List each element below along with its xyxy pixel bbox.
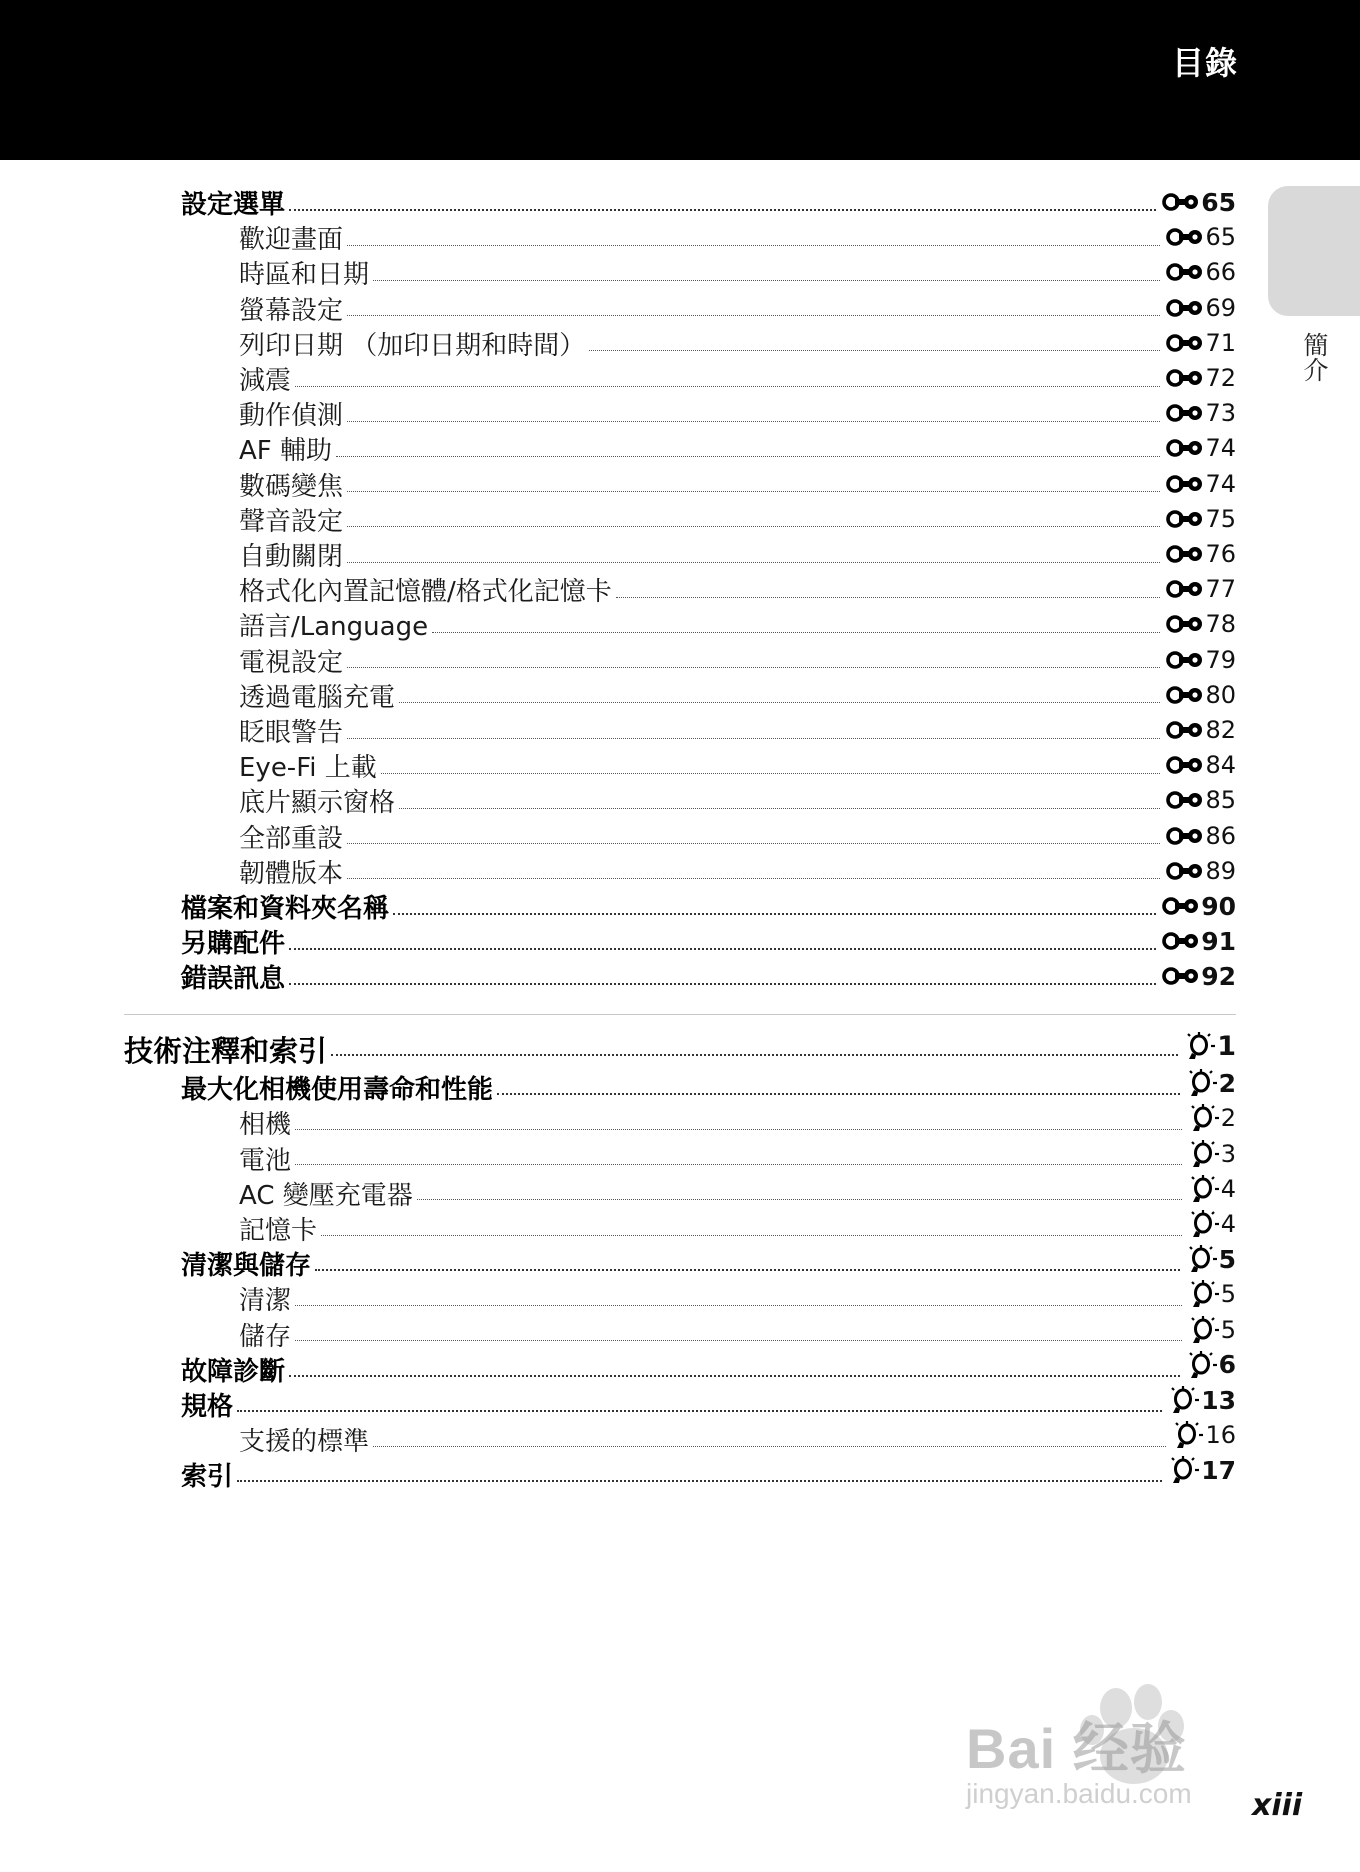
dot-leader bbox=[589, 350, 1160, 351]
toc-entry[interactable] bbox=[239, 818, 1236, 852]
toc-entry-page[interactable] bbox=[1166, 505, 1236, 533]
toc-entry-page[interactable] bbox=[1166, 470, 1236, 498]
toc-entry-page[interactable] bbox=[1166, 399, 1236, 427]
toc-page-number: 91 bbox=[1201, 926, 1236, 956]
lightbulb-reference-icon bbox=[1188, 1315, 1220, 1345]
toc-entry-page[interactable] bbox=[1162, 927, 1236, 956]
toc-entry-page[interactable] bbox=[1186, 1350, 1236, 1380]
e-reference-icon bbox=[1166, 649, 1204, 671]
toc-page-number: 13 bbox=[1201, 1385, 1236, 1415]
toc-entry-page[interactable] bbox=[1188, 1315, 1236, 1345]
dot-leader bbox=[289, 948, 1156, 950]
toc-entry-label: 清潔與儲存 bbox=[181, 1251, 312, 1282]
toc-entry-label: 技術注釋和索引 bbox=[124, 1034, 328, 1068]
e-reference-icon bbox=[1166, 261, 1204, 283]
toc-entry-page[interactable] bbox=[1166, 610, 1236, 638]
toc-page-number: 16 bbox=[1205, 1421, 1236, 1450]
dot-leader bbox=[347, 843, 1160, 844]
page-header bbox=[0, 0, 1360, 160]
toc-entry-page[interactable] bbox=[1166, 681, 1236, 709]
e-reference-icon bbox=[1166, 613, 1204, 635]
toc-entry-page[interactable] bbox=[1166, 434, 1236, 462]
toc-entry[interactable] bbox=[239, 290, 1236, 324]
toc-entry-label: 另購配件 bbox=[181, 929, 286, 960]
toc-entry-label: 螢幕設定 bbox=[239, 295, 344, 326]
toc-page-number: 1 bbox=[1217, 1030, 1236, 1062]
dot-leader bbox=[616, 597, 1161, 598]
lightbulb-reference-icon bbox=[1172, 1420, 1204, 1450]
toc-entry-label: 設定選單 bbox=[181, 190, 286, 220]
toc-entry-label: AF 輔助 bbox=[239, 436, 333, 467]
toc-page-number: 6 bbox=[1218, 1350, 1236, 1380]
lightbulb-reference-icon bbox=[1186, 1244, 1218, 1274]
dot-leader bbox=[295, 1340, 1182, 1341]
dot-leader bbox=[336, 456, 1160, 457]
toc-entry[interactable] bbox=[239, 642, 1236, 676]
toc-entry-page[interactable] bbox=[1188, 1209, 1236, 1239]
toc-entry-page[interactable] bbox=[1166, 364, 1236, 392]
toc-entry-page[interactable] bbox=[1166, 822, 1236, 850]
toc-entry[interactable] bbox=[239, 677, 1236, 711]
toc-page-number: 82 bbox=[1205, 716, 1236, 744]
toc-entry[interactable] bbox=[239, 1103, 1236, 1141]
page-number: xiii bbox=[1252, 1788, 1303, 1823]
toc-entry-page[interactable] bbox=[1166, 575, 1236, 603]
toc-entry[interactable] bbox=[239, 325, 1236, 359]
toc-entry-page[interactable] bbox=[1166, 258, 1236, 286]
dot-leader bbox=[347, 491, 1160, 492]
toc-entry[interactable] bbox=[239, 1279, 1236, 1317]
toc-page-number: 5 bbox=[1220, 1315, 1236, 1344]
toc-entry[interactable] bbox=[239, 747, 1236, 784]
toc-entry-page[interactable] bbox=[1166, 646, 1236, 674]
toc-page-number: 5 bbox=[1218, 1244, 1236, 1274]
toc-entry-label: 錯誤訊息 bbox=[181, 964, 286, 995]
e-reference-icon bbox=[1166, 402, 1204, 424]
toc-page-number: 5 bbox=[1220, 1280, 1236, 1309]
toc-entry[interactable] bbox=[181, 1244, 1236, 1282]
e-reference-icon bbox=[1166, 437, 1204, 459]
toc-page-number: 2 bbox=[1218, 1068, 1236, 1098]
toc-entry-page[interactable] bbox=[1166, 540, 1236, 568]
toc-entry[interactable] bbox=[239, 1315, 1236, 1352]
e-reference-icon bbox=[1166, 578, 1204, 600]
toc-page-number: 77 bbox=[1205, 575, 1236, 604]
toc-entry-label: 歡迎畫面 bbox=[239, 225, 344, 256]
toc-entry[interactable] bbox=[181, 888, 1236, 922]
e-reference-icon bbox=[1166, 297, 1204, 319]
toc-entry[interactable] bbox=[239, 606, 1236, 643]
toc-page-number: 84 bbox=[1205, 751, 1236, 780]
dot-leader bbox=[381, 773, 1161, 774]
toc-page-number: 69 bbox=[1205, 293, 1236, 322]
lightbulb-reference-icon bbox=[1168, 1385, 1200, 1415]
toc-entry[interactable] bbox=[181, 1455, 1236, 1493]
dot-leader bbox=[347, 315, 1160, 316]
toc-entry[interactable] bbox=[239, 1174, 1236, 1211]
toc-entry[interactable] bbox=[239, 219, 1236, 256]
section-divider bbox=[124, 1014, 1236, 1015]
toc-entry-page[interactable] bbox=[1188, 1174, 1236, 1204]
toc-page-number: 90 bbox=[1201, 891, 1236, 921]
toc-page-number: 74 bbox=[1205, 434, 1236, 463]
e-reference-icon bbox=[1166, 367, 1204, 389]
toc-page-number: 86 bbox=[1205, 821, 1236, 850]
toc-entry-label: 儲存 bbox=[239, 1321, 292, 1352]
toc-page-number: 2 bbox=[1220, 1104, 1236, 1133]
lightbulb-reference-icon bbox=[1188, 1209, 1220, 1239]
dot-leader bbox=[347, 878, 1160, 879]
dot-leader bbox=[347, 738, 1160, 739]
dot-leader bbox=[347, 526, 1160, 527]
dot-leader bbox=[289, 1375, 1180, 1377]
toc-entry-label: 最大化相機使用壽命和性能 bbox=[181, 1075, 494, 1106]
toc-entry-label: 規格 bbox=[181, 1392, 234, 1422]
dot-leader bbox=[289, 209, 1156, 211]
toc-entry-label: 眨眼警告 bbox=[239, 718, 344, 748]
page-title: 目錄 bbox=[1171, 44, 1238, 82]
toc-page-number: 4 bbox=[1220, 1210, 1236, 1238]
toc-entry-page[interactable] bbox=[1166, 294, 1236, 322]
toc-page-number: 4 bbox=[1220, 1174, 1236, 1203]
toc-entry-label: 格式化內置記憶體/格式化記憶卡 bbox=[239, 577, 612, 608]
e-reference-icon bbox=[1166, 473, 1204, 495]
dot-leader bbox=[347, 667, 1160, 668]
e-reference-icon bbox=[1166, 684, 1204, 706]
dot-leader bbox=[399, 808, 1160, 809]
toc-page-number: 17 bbox=[1201, 1455, 1236, 1485]
dot-leader bbox=[347, 421, 1160, 422]
toc-page-number: 78 bbox=[1205, 610, 1236, 639]
e-reference-icon bbox=[1166, 332, 1204, 354]
dot-leader bbox=[295, 1164, 1182, 1165]
e-reference-icon bbox=[1166, 860, 1204, 882]
dot-leader bbox=[295, 1305, 1182, 1306]
toc-entry-label: 透過電腦充電 bbox=[239, 682, 396, 713]
dot-leader bbox=[315, 1269, 1180, 1271]
toc-entry-label: 電池 bbox=[239, 1145, 292, 1176]
e-reference-icon bbox=[1166, 789, 1204, 811]
dot-leader bbox=[373, 1446, 1166, 1447]
e-reference-icon bbox=[1162, 191, 1200, 213]
toc-entry[interactable] bbox=[239, 782, 1236, 819]
dot-leader bbox=[289, 983, 1156, 985]
toc-entry-label: 時區和日期 bbox=[239, 260, 370, 291]
toc-entry-page[interactable] bbox=[1184, 1031, 1236, 1062]
dot-leader bbox=[331, 1054, 1178, 1056]
e-reference-icon bbox=[1166, 754, 1204, 776]
toc-entry[interactable] bbox=[181, 1068, 1236, 1106]
toc-entry-page[interactable] bbox=[1166, 329, 1236, 357]
toc-entry[interactable] bbox=[239, 430, 1236, 467]
toc-entry[interactable] bbox=[239, 395, 1236, 432]
toc-entry-label: 索引 bbox=[181, 1462, 234, 1493]
toc-entry-label: 故障診斷 bbox=[181, 1356, 286, 1387]
e-reference-icon bbox=[1166, 719, 1204, 741]
toc-entry-label: 列印日期 （加印日期和時間） bbox=[239, 330, 586, 361]
toc-entry[interactable] bbox=[181, 184, 1236, 218]
toc-entry[interactable] bbox=[124, 1029, 1236, 1068]
dot-leader bbox=[237, 1410, 1162, 1412]
toc-page-number: 74 bbox=[1205, 469, 1236, 498]
toc-entry-label: 清潔 bbox=[239, 1286, 292, 1317]
toc-page-number: 76 bbox=[1205, 540, 1236, 568]
toc-entry-label: 底片顯示窗格 bbox=[239, 788, 396, 819]
e-reference-icon bbox=[1162, 895, 1200, 917]
lightbulb-reference-icon bbox=[1188, 1139, 1220, 1169]
toc-page-number: 72 bbox=[1205, 364, 1236, 392]
dot-leader bbox=[321, 1235, 1182, 1236]
toc-entry[interactable] bbox=[239, 536, 1236, 570]
e-reference-icon bbox=[1166, 226, 1204, 248]
dot-leader bbox=[347, 562, 1160, 563]
toc-page-number: 65 bbox=[1205, 223, 1236, 252]
toc-page-number: 66 bbox=[1205, 258, 1236, 287]
toc-entry-label: 記憶卡 bbox=[239, 1216, 318, 1246]
toc-page-number: 71 bbox=[1205, 328, 1236, 357]
dot-leader bbox=[347, 245, 1160, 246]
toc-page-number: 73 bbox=[1205, 399, 1236, 428]
e-reference-icon bbox=[1166, 543, 1204, 565]
toc-entry-label: 檔案和資料夾名稱 bbox=[181, 894, 390, 924]
toc-entry-label: 語言/Language bbox=[239, 612, 429, 643]
e-reference-icon bbox=[1166, 825, 1204, 847]
lightbulb-reference-icon bbox=[1168, 1455, 1200, 1485]
toc-entry[interactable] bbox=[239, 254, 1236, 291]
toc-page-number: 92 bbox=[1201, 961, 1236, 991]
toc-entry-page[interactable] bbox=[1168, 1455, 1236, 1485]
watermark-url: jingyan.baidu.com bbox=[966, 1778, 1192, 1809]
toc-entry[interactable] bbox=[239, 571, 1236, 608]
lightbulb-reference-icon bbox=[1186, 1350, 1218, 1380]
dot-leader bbox=[497, 1093, 1180, 1095]
toc-entry-page[interactable] bbox=[1166, 786, 1236, 814]
toc-entry-page[interactable] bbox=[1162, 962, 1236, 991]
toc-page-number: 75 bbox=[1205, 504, 1236, 533]
watermark-brand: Bai 经验 bbox=[966, 1717, 1187, 1780]
toc-entry[interactable] bbox=[239, 466, 1236, 500]
toc-entry-page[interactable] bbox=[1186, 1244, 1236, 1274]
toc-entry-page[interactable] bbox=[1186, 1068, 1236, 1098]
toc-page-number: 89 bbox=[1205, 856, 1236, 885]
toc-entry-label: 電視設定 bbox=[239, 647, 344, 678]
toc-page-number: 3 bbox=[1220, 1139, 1236, 1168]
lightbulb-reference-icon bbox=[1188, 1103, 1220, 1133]
toc-entry-label: 數碼變焦 bbox=[239, 471, 344, 502]
toc-entry[interactable] bbox=[181, 923, 1236, 960]
toc-entry[interactable] bbox=[239, 1139, 1236, 1176]
dot-leader bbox=[237, 1480, 1162, 1482]
toc-entry[interactable] bbox=[181, 1385, 1236, 1422]
toc-entry[interactable] bbox=[239, 1420, 1236, 1458]
toc-entry-page[interactable] bbox=[1166, 716, 1236, 744]
e-reference-icon bbox=[1162, 930, 1200, 952]
dot-leader bbox=[295, 386, 1160, 387]
toc-entry-page[interactable] bbox=[1168, 1385, 1236, 1415]
toc-entry[interactable] bbox=[181, 958, 1236, 995]
toc-entry-label: 動作偵測 bbox=[239, 401, 344, 432]
dot-leader bbox=[393, 913, 1156, 915]
toc-entry-label: Eye-Fi 上載 bbox=[239, 753, 377, 784]
toc-entry-label: 自動關閉 bbox=[239, 542, 344, 572]
toc-entry-page[interactable] bbox=[1172, 1420, 1236, 1450]
toc-entry-label: 全部重設 bbox=[239, 823, 344, 854]
toc-entry-label: 減震 bbox=[239, 366, 292, 396]
dot-leader bbox=[432, 632, 1160, 633]
toc-entry[interactable] bbox=[239, 360, 1236, 394]
dot-leader bbox=[373, 280, 1160, 281]
toc-entry-label: 支援的標準 bbox=[239, 1427, 370, 1458]
lightbulb-reference-icon bbox=[1184, 1031, 1216, 1061]
toc-entry-label: AC 變壓充電器 bbox=[239, 1180, 413, 1211]
toc-entry[interactable] bbox=[239, 501, 1236, 535]
chapter-tab[interactable] bbox=[1268, 186, 1360, 316]
toc-entry-page[interactable] bbox=[1162, 892, 1236, 921]
chapter-tab-label: 簡介 bbox=[1300, 332, 1329, 382]
toc-page-number: 85 bbox=[1205, 786, 1236, 815]
toc-entry[interactable] bbox=[181, 1350, 1236, 1387]
toc-page-number: 65 bbox=[1201, 187, 1236, 217]
toc-page-number: 79 bbox=[1205, 645, 1236, 674]
e-reference-icon bbox=[1162, 965, 1200, 987]
dot-leader bbox=[417, 1199, 1182, 1200]
lightbulb-reference-icon bbox=[1188, 1174, 1220, 1204]
toc-entry-page[interactable] bbox=[1188, 1279, 1236, 1309]
e-reference-icon bbox=[1166, 508, 1204, 530]
toc-entry[interactable] bbox=[239, 853, 1236, 887]
toc-entry-page[interactable] bbox=[1188, 1139, 1236, 1169]
lightbulb-reference-icon bbox=[1186, 1068, 1218, 1098]
toc-entry[interactable] bbox=[239, 1209, 1236, 1246]
dot-leader bbox=[399, 702, 1160, 703]
toc-entry[interactable] bbox=[239, 712, 1236, 746]
dot-leader bbox=[295, 1129, 1182, 1130]
toc-entry-label: 相機 bbox=[239, 1110, 292, 1141]
toc-entry-label: 韌體版本 bbox=[239, 858, 344, 889]
lightbulb-reference-icon bbox=[1188, 1279, 1220, 1309]
toc-entry-label: 聲音設定 bbox=[239, 506, 344, 537]
toc-page-number: 80 bbox=[1205, 680, 1236, 709]
toc-entry-page[interactable] bbox=[1162, 188, 1236, 217]
toc-entry-page[interactable] bbox=[1166, 223, 1236, 251]
toc-entry-page[interactable] bbox=[1166, 751, 1236, 779]
toc-entry-page[interactable] bbox=[1188, 1103, 1236, 1133]
toc-entry-page[interactable] bbox=[1166, 857, 1236, 885]
